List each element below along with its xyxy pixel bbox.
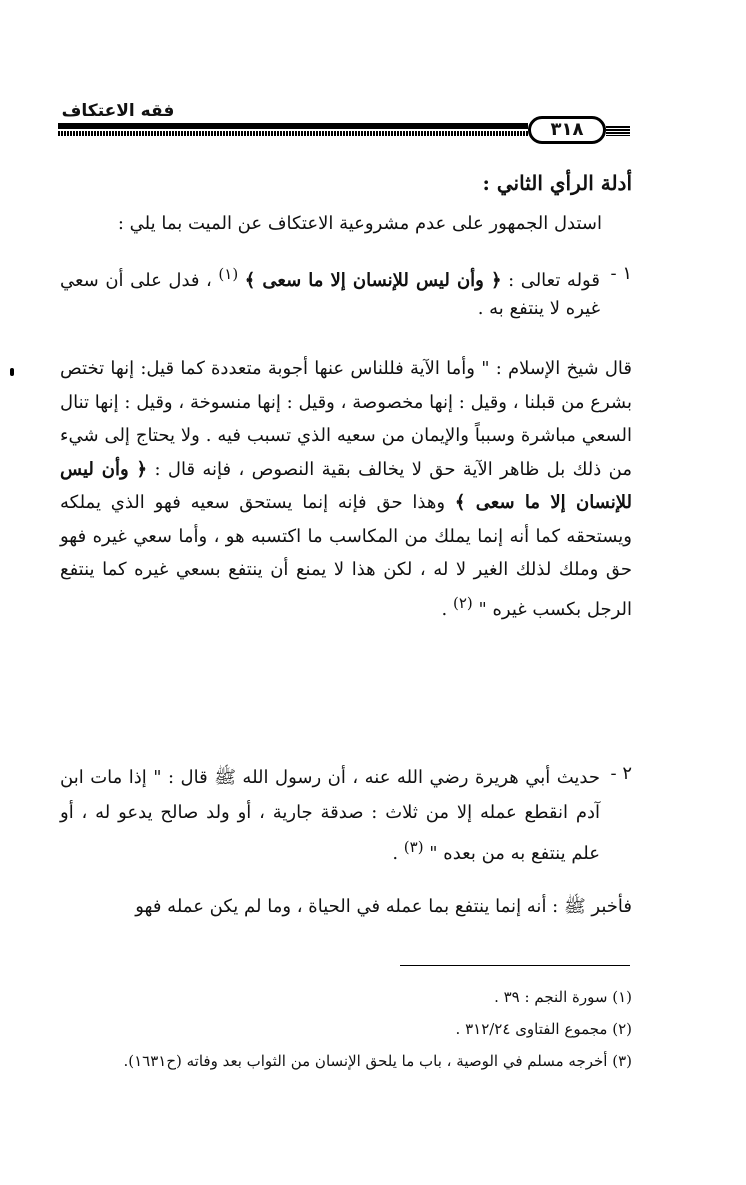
footnote-3: (٣) أخرجه مسلم في الوصية ، باب ما يلحق الإنسان من الثواب بعد وفاته (ح١٦٣١).	[123, 1052, 632, 1070]
header-rule-right	[606, 126, 630, 136]
item-2-body: حديث أبي هريرة رضي الله عنه ، أن رسول الله ﷺ قال : " إذا مات ابن آدم انقطع عمله إلا من ثلاث : صدقة جارية ، أو ولد صالح يدعو له ، أو علم ينتفع به من بعده "	[60, 767, 600, 864]
header-rule-thick	[58, 123, 528, 129]
item-1-lead: قوله تعالى :	[508, 270, 600, 291]
item-2-number: ٢ -	[610, 763, 632, 784]
margin-mark	[10, 368, 14, 376]
item-1-verse: ﴿ وأن ليس للإنسان إلا ما سعى ﴾	[244, 270, 502, 291]
quote-part-1: قال شيخ الإسلام : " وأما الآية فللناس عنها أجوبة متعددة كما قيل: إنها تختص بشرع من قبلنا ، وقيل : إنها مخصوصة ، وقيل : إنها منسوخة ، وقيل : إنها تنال السعي مباشرة وسبباً والإيمان من سعيه الذي تسبب فيه . ولا يحتاج إلى شيء من ذلك بل ظاهر الآية حق لا يخالف بقية النصوص ، فإنه قال :	[60, 358, 632, 480]
footnote-1: (١) سورة النجم : ٣٩ .	[494, 988, 632, 1006]
quote-part-2: وهذا حق فإنه إنما يستحق سعيه فهو الذي يملكه ويستحقه كما أنه إنما يملك من المكاسب ما اكتسبه هو ، وأما سعي غيره فهو حق وملك لذلك الغير لا له ، لكن هذا لا يمنع أن ينتفع بسعي غيره كما ينتفع الرجل بكسب غيره "	[60, 492, 632, 620]
closing-paragraph: فأخبر ﷺ : أنه إنما ينتفع بما عمله في الحياة ، وما لم يكن عمله فهو	[135, 896, 632, 917]
quote-verse: ﴿ وأن ليس للإنسان إلا ما سعى ﴾	[60, 458, 632, 513]
item-2-end: .	[392, 843, 399, 864]
footnote-separator	[400, 965, 630, 966]
page-number-badge: ٣١٨	[528, 116, 606, 144]
quote-paragraph	[60, 352, 632, 626]
item-1-footnote-ref: (١)	[218, 265, 239, 283]
running-header-title: فقه الاعتكاف	[61, 101, 175, 121]
header-rule-thin	[58, 131, 528, 136]
item-2-footnote-ref: (٣)	[403, 838, 424, 856]
section-heading: أدلة الرأي الثاني :	[482, 171, 632, 195]
footnote-2: (٢) مجموع الفتاوى ٣١٢/٢٤ .	[455, 1020, 632, 1038]
item-1-text	[60, 260, 600, 323]
intro-paragraph: استدل الجمهور على عدم مشروعية الاعتكاف عن الميت بما يلي :	[117, 213, 602, 234]
item-1-number: ١ -	[610, 263, 632, 284]
quote-footnote-ref: (٢)	[452, 593, 473, 612]
item-2-text	[60, 760, 600, 871]
item-1-rest: ، فدل على أن سعي غيره لا ينتفع به .	[60, 270, 600, 319]
quote-end: .	[441, 598, 448, 620]
